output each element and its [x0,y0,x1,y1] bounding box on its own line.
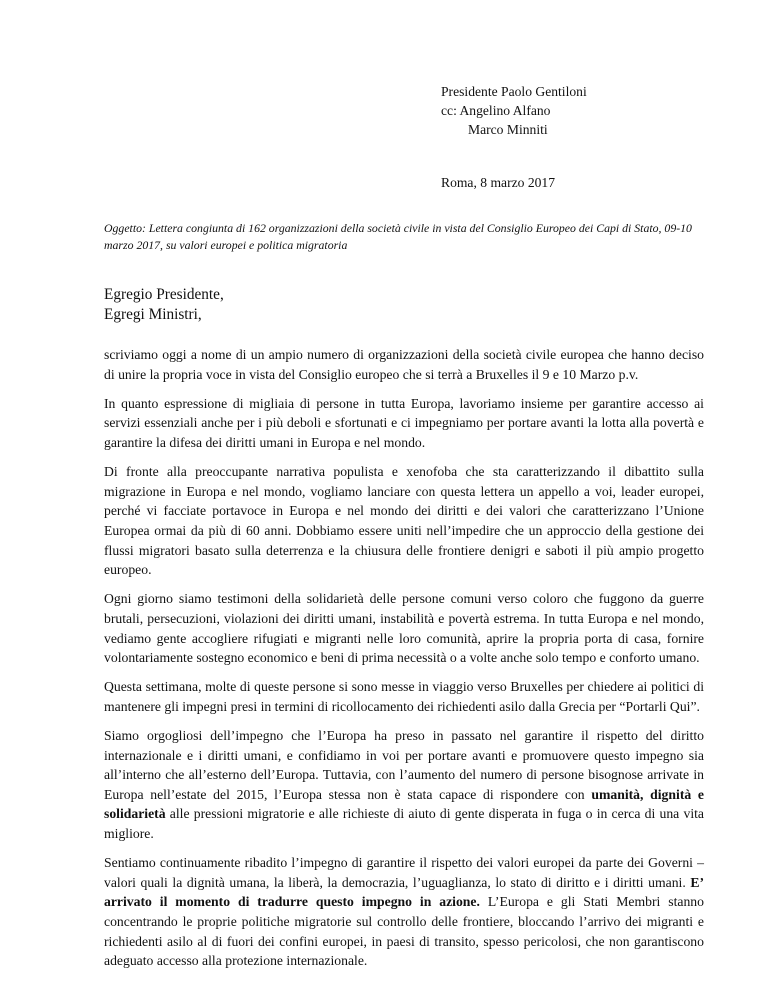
letter-subject: Oggetto: Lettera congiunta di 162 organizzazioni della società civile in vista del Consiglio Europeo dei Capi di Stato, 09-10 marzo 2017, su valori europei e politica migratoria [104,221,692,252]
recipient-cc-second: Marco Minniti [468,122,548,137]
paragraph-7 [104,853,704,971]
paragraph-6-emphasis: umanità, dignità e solidarietà [104,786,704,822]
salutation-ministers: Egregi Ministri, [104,306,202,323]
paragraph-7-emphasis: E’ arrivato il momento di tradurre questo impegno in azione. [104,874,704,910]
recipients-block [441,82,587,139]
letter-body [104,345,704,980]
paragraph-6-text-b: alle pressioni migratorie e alle richieste di aiuto di gente disperata in fuga o in cerca di una vita migliore. [104,806,704,842]
salutation [104,285,224,325]
paragraph-5: Questa settimana, molte di queste persone si sono messe in viaggio verso Bruxelles per chiedere ai politici di mantenere gli impegni presi in termini di ricollocamento dei richiedenti asilo dalla Grecia per “Portarli Qui”. [104,679,704,714]
paragraph-7-text-a: Sentiamo continuamente ribadito l’impegno di garantire il rispetto dei valori europei da parte dei Governi – valori quali la dignità umana, la liberà, la democrazia, l’uguaglianza, lo stato di diritto e i diritti umani. [104,855,704,890]
paragraph-1: scriviamo oggi a nome di un ampio numero di organizzazioni della società civile europea che hanno deciso di unire la propria voce in vista del Consiglio europeo che si terrà a Bruxelles il 9 e 10 Marzo p.v. [104,347,704,382]
paragraph-6-text-a: Siamo orgogliosi dell’impegno che l’Europa ha preso in passato nel garantire il rispetto del diritto internazionale e i diritti umani, e confidiamo in voi per portare avanti e promuovere questo impegno sia all’interno che all’esterno dell’Europa. Tuttavia, con l’aumento del numero di persone bisognose arrivate in Europa nell’estate del 2015, l’Europa stessa non è stata capace di rispondere con [104,728,704,802]
paragraph-3: Di fronte alla preoccupante narrativa populista e xenofoba che sta caratterizzando il dibattito sulla migrazione in Europa e nel mondo, vogliamo lanciare con questa lettera un appello a voi, leader europei, perché vi facciate portavoce in Europa e nel mondo dei diritti e dei valori che caratterizzano l’Unione Europea ormai da più di 60 anni. Dobbiamo essere uniti nell’impedire che un approccio della gestione dei flussi migratori basato sulla deterrenza e la chiusura delle frontiere denigri e saboti il più ampio progetto europeo. [104,464,704,578]
paragraph-7-text-b: L’Europa e gli Stati Membri stanno concentrando le proprie politiche migratorie sul controllo delle frontiere, bloccando l’arrivo dei migranti e richiedenti asilo al di fuori dei confini europei, in paesi di transito, spesso pericolosi, che non garantiscono adeguato accesso alla protezione internazionale. [104,894,704,969]
recipient-cc: cc: Angelino Alfano [441,103,551,118]
salutation-president: Egregio Presidente, [104,286,224,303]
paragraph-2: In quanto espressione di migliaia di persone in tutta Europa, lavoriamo insieme per garantire accesso ai servizi essenziali anche per i più deboli e sfortunati e ci impegniamo per portare avanti la lotta alla povertà e garantire la difesa dei diritti umani in Europa e nel mondo. [104,395,704,450]
letter-date: Roma, 8 marzo 2017 [441,175,556,190]
paragraph-6 [104,726,704,844]
recipient-president: Presidente Paolo Gentiloni [441,84,587,99]
paragraph-4: Ogni giorno siamo testimoni della solidarietà delle persone comuni verso coloro che fuggono da guerre brutali, persecuzioni, violazioni dei diritti umani, instabilità e povertà estrema. In tutta Europa e nel mondo, vediamo gente accogliere rifugiati e migranti nelle loro comunità, aprire la propria porta di casa, fornire volontariamente sostegno economico e beni di prima necessità o a volte anche solo tempo e conforto umano. [104,591,704,666]
